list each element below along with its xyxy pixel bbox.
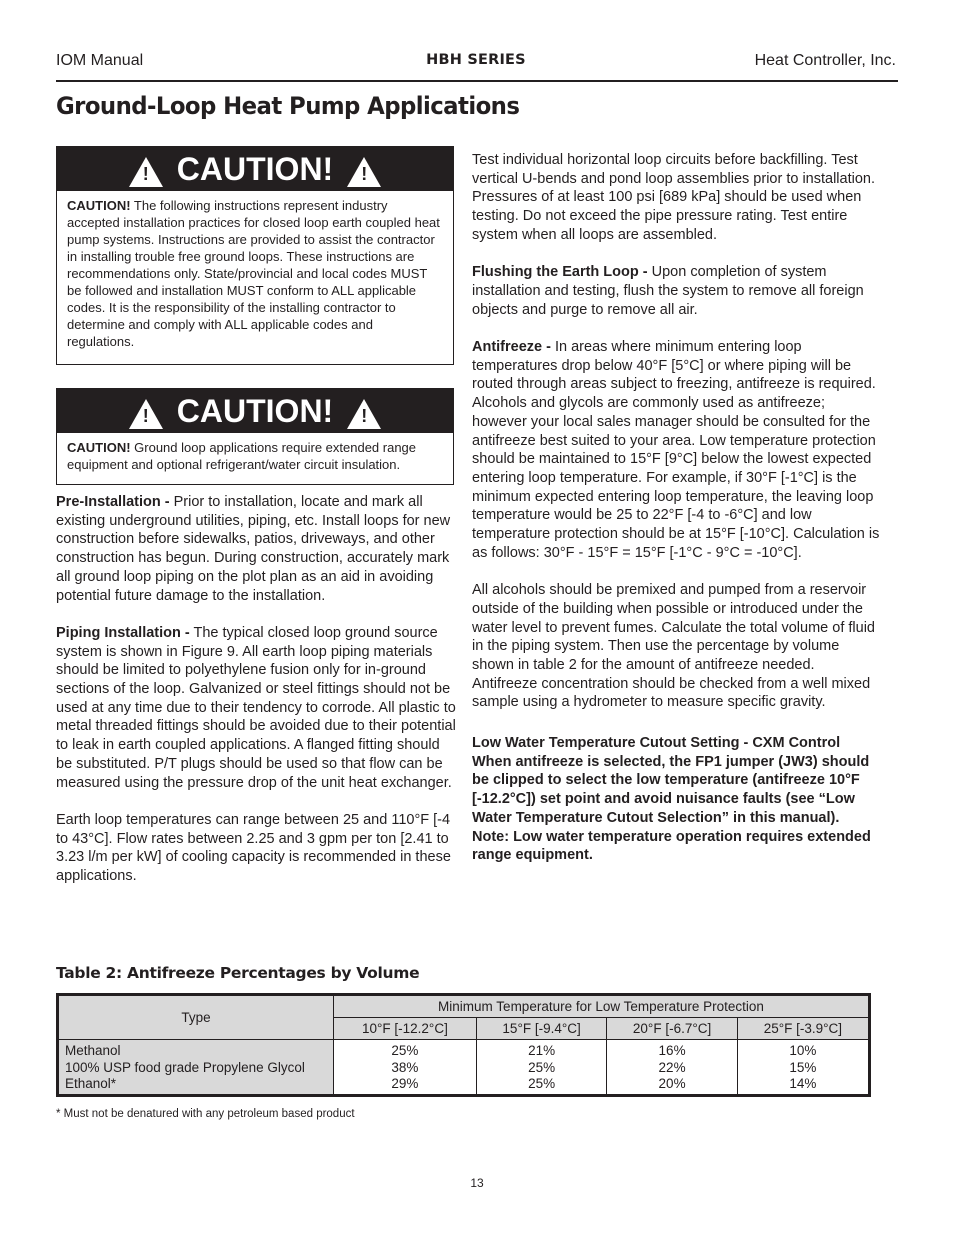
caution-text: The following instructions represent industry accepted installation practices for closed loop earth coupled heat pump systems. Instructions are provided to assist the contractor in installing trouble free ground loops. These instructions are recommendations only. State/provincial and local codes MUST be followed and installation MUST conform to ALL applicable codes. It is the responsibility of the installing contractor to determine and comply with ALL applicable codes and regulations. <box>67 198 440 349</box>
antifreeze-text: In areas where minimum entering loop temperatures drop below 40°F [5°C] or where piping will be routed through areas subject to freezing, antifreeze is required. Alcohols and glycols are commonly used as antifreeze; however your local sales manager should be consulted for the antifreeze best suited to your area. Low temperature protection should be maintained to 15°F [9°C] below the lowest expected entering loop temperature. For example, if 30°F [-1°C] is the minimum expected entering loop temperature, the leaving loop temperature would be 25 to 22°F [-4 to -6°C] and low temperature protection should be at 15°F [-10°C]. Calculation is as follows: 30°F - 15°F = 15°F [-1°C - 9°C = -10°C]. <box>472 339 880 561</box>
temp-column-header: 25°F [-3.9°C] <box>737 1018 869 1040</box>
temp-column-header: 10°F [-12.2°C] <box>334 1018 477 1040</box>
value: 38% <box>391 1059 419 1075</box>
pre-installation-heading: Pre-Installation - <box>56 494 170 510</box>
table-row <box>58 1040 870 1096</box>
warning-triangle-icon: ! <box>129 157 163 187</box>
low-water-heading: Low Water Temperature Cutout Setting - CXM Control <box>472 735 841 752</box>
earth-loop-temps-paragraph: Earth loop temperatures can range between 25 and 110°F [-4 to 43°C]. Flow rates between 2.25 and 3 gpm per ton [2.41 to 3.23 l/m per kW] of cooling capacity is recommended in these applications. <box>56 811 451 885</box>
header-divider <box>56 80 898 82</box>
flushing-heading: Flushing the Earth Loop - <box>472 264 648 281</box>
alcohols-paragraph: All alcohols should be premixed and pumped from a reservoir outside of the building when possible or introduced under the water level to prevent fumes. Calculate the total volume of fluid in the piping system. Then use the percentage by volume shown in table 2 for the amount of antifreeze needed. Antifreeze concentration should be checked from a well mixed sample using a hydrometer to measure specific gravity. <box>472 582 875 711</box>
caution-text: Ground loop applications require extended range equipment and optional refrigerant/water circuit insulation. <box>67 440 417 472</box>
low-water-cutout-block <box>472 734 882 865</box>
value: 16% <box>658 1043 686 1058</box>
type-propylene-glycol: 100% USP food grade Propylene Glycol <box>65 1059 305 1075</box>
right-column <box>472 151 882 865</box>
caution-banner <box>57 147 453 191</box>
caution-box-2 <box>56 388 454 485</box>
value: 25% <box>391 1043 419 1058</box>
piping-installation-heading: Piping Installation - <box>56 624 190 641</box>
testing-paragraph: Test individual horizontal loop circuits before backfilling. Test vertical U-bends and pond loop assemblies prior to installation. Pressures of at least 100 psi [689 kPa] should be used when testing. Do not exceed the pipe pressure rating. Test entire system when all loops are assembled. <box>472 152 875 243</box>
min-temp-group-header: Minimum Temperature for Low Temperature Protection <box>334 995 870 1018</box>
header-manual-label: IOM Manual <box>56 52 144 69</box>
type-ethanol: Ethanol* <box>65 1076 117 1091</box>
value-cell <box>334 1040 477 1096</box>
table-caption: Table 2: Antifreeze Percentages by Volume <box>56 964 420 982</box>
left-column <box>56 493 456 904</box>
antifreeze-heading: Antifreeze - <box>472 339 551 355</box>
value: 21% <box>528 1043 556 1058</box>
temp-column-header: 15°F [-9.4°C] <box>476 1018 606 1040</box>
caution-box-1 <box>56 146 454 365</box>
value: 25% <box>528 1076 556 1091</box>
caution-body <box>57 433 453 481</box>
page-number: 13 <box>470 1176 484 1190</box>
value: 15% <box>789 1059 817 1075</box>
value: 29% <box>391 1076 419 1091</box>
warning-triangle-icon: ! <box>129 399 163 429</box>
type-methanol: Methanol <box>65 1043 121 1058</box>
warning-triangle-icon: ! <box>347 399 381 429</box>
type-column-header: Type <box>58 995 334 1040</box>
flushing-paragraph <box>472 263 882 319</box>
value: 22% <box>658 1059 686 1075</box>
caution-banner-text: CAUTION! <box>176 150 334 187</box>
value-cell <box>607 1040 737 1096</box>
antifreeze-table <box>56 993 871 1097</box>
value-cell <box>476 1040 606 1096</box>
warning-triangle-icon: ! <box>347 157 381 187</box>
caution-banner-text: CAUTION! <box>176 392 334 429</box>
caution-lead: CAUTION! <box>67 198 131 213</box>
value: 14% <box>789 1076 817 1091</box>
caution-lead: CAUTION! <box>67 440 131 455</box>
table-footnote: * Must not be denatured with any petroleum based product <box>56 1108 355 1120</box>
pre-installation-paragraph <box>56 493 456 605</box>
antifreeze-paragraph <box>472 338 882 562</box>
value-cell <box>737 1040 869 1096</box>
flushing-text: Upon completion of system installation and testing, flush the system to remove all foreign objects and purge to remove all air. <box>472 264 864 318</box>
value: 20% <box>658 1076 686 1091</box>
value: 25% <box>528 1059 556 1075</box>
caution-body <box>57 191 453 358</box>
piping-installation-paragraph <box>56 624 456 792</box>
caution-banner <box>57 389 453 433</box>
low-water-note: Note: Low water temperature operation requires extended range equipment. <box>472 828 871 864</box>
type-cell <box>58 1040 334 1096</box>
low-water-text: When antifreeze is selected, the FP1 jumper (JW3) should be clipped to select the low temperature (antifreeze 10°F [-12.2°C]) set point and avoid nuisance faults (see “Low Water Temperature Cutout Selection” in this manual). <box>472 753 870 826</box>
pre-installation-text: Prior to installation, locate and mark all existing underground utilities, piping, etc. Install loops for new construction before sidewalks, patios, driveways, and other construction has begun. During construction, accurately mark all ground loop piping on the plot plan as an aid in avoiding potential future damage to the installation. <box>56 494 451 604</box>
page-title: Ground-Loop Heat Pump Applications <box>56 92 520 120</box>
piping-installation-text: The typical closed loop ground source system is shown in Figure 9. All earth loop piping materials should be limited to polyethylene fusion only for in-ground sections of the loop. Galvanized or steel fittings should not be used at any time due to their tendency to corrode. All plastic to metal threaded fittings should be avoided due to their potential to leak in earth coupled applications. A flanged fitting should be substituted. P/T plugs should be used so that flow can be measured using the pressure drop of the unit heat exchanger. <box>56 624 456 791</box>
header-company-label: Heat Controller, Inc. <box>754 52 896 69</box>
page-header <box>56 52 896 76</box>
temp-column-header: 20°F [-6.7°C] <box>607 1018 737 1040</box>
value: 10% <box>789 1043 817 1058</box>
header-series-label: HBH SERIES <box>426 52 526 68</box>
